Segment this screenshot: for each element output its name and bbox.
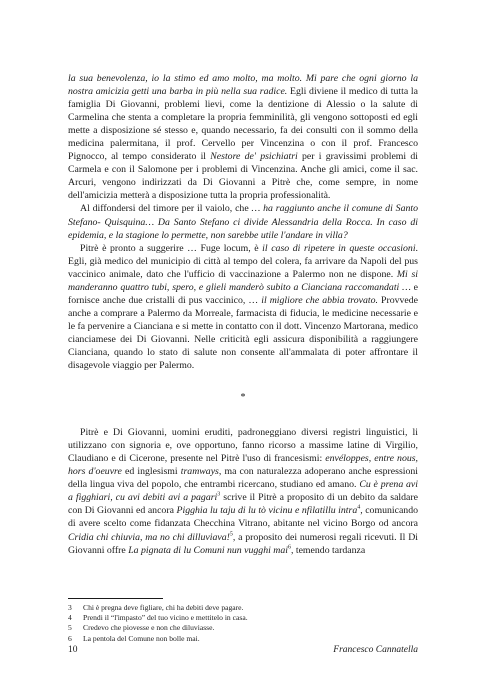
- quote-text: envéloppes, entre nous, hors d'oeuvre: [68, 453, 419, 478]
- quote-text: Cu è prena avi a figghiari, cu avi debiti avi a pagari: [68, 479, 419, 504]
- text-run: , comunicando di avere scelto come fidanzata Checchina Vitrano, abitante nel vicino Borgo od ancora: [68, 505, 418, 530]
- quote-text: tramways: [180, 466, 219, 478]
- footnote-number: 4: [68, 613, 72, 623]
- footnote: [68, 603, 418, 613]
- footnote-number: 5: [68, 623, 72, 633]
- text-run: per i gravissimi problemi di Carmela e con il Salomone per i problemi di Vincenzina. Anche gli amici, come il sac. Arcuri, vengono indirizzati da Di Giovanni a Pitrè che, come sempre, in nome dell'amicizia metterà a disposizione tutta la propria professionalità.: [68, 151, 418, 202]
- text-run: , a proposito dei numerosi regali ricevuti. Il Di Giovanni offre: [68, 531, 418, 556]
- page-number: 10: [68, 645, 78, 655]
- text-run: Provvede anche a comprare a Palermo da Morreale, farmacista di fiducia, le medicine necessarie e le fa pervenire a Cianciana e si mette in contatto con il dott. Vincenzo Martorana, medico cianciamese dei Di Giovanni. Nelle criticità egli assicura disponibilità a raggiungere Cianciana, quando lo stato di salute non consente all'ammalata di poter affrontare il disagevole viaggio per Palermo.: [68, 294, 419, 372]
- footnote-ref[interactable]: 3: [217, 492, 221, 499]
- footnote-number: 3: [68, 603, 72, 612]
- footnote-number: 6: [68, 633, 72, 643]
- footnote-ref[interactable]: 6: [287, 544, 291, 551]
- paragraph-2: [68, 202, 418, 241]
- quote-text: Pigghia lu taju di lu tò vicinu e nfilatillu intra: [176, 505, 358, 517]
- quote-text: il caso di ripetere in queste occasioni: [262, 242, 416, 254]
- running-footer-author: Francesco Cannatella: [333, 645, 418, 655]
- section-separator: *: [240, 392, 246, 404]
- footnote-ref[interactable]: 5: [229, 531, 233, 538]
- footnote-divider: [68, 598, 163, 599]
- text-run: Egli diviene il medico di tutta la famiglia Di Giovanni, problemi lievi, come la dentizione di Alessio o la salute di Carmelina che stenta a completare la propria femminilità, gli vengono sottoposti ed egli mette a disposizione sé stesso e, quando necessario, fa dei consulti con il sommo della medicina palermitana, il prof. Cervello per Vincenzina o con il prof. Francesco Pignocco, al tempo considerato il: [68, 86, 418, 163]
- quote-text: Nestore de' psichiatri: [210, 151, 298, 163]
- quote-text: Mi si manderanno quattro tubi, spero, e glieli manderò subito a Cianciana raccomandati …: [68, 268, 418, 293]
- body-text: [68, 72, 418, 557]
- footnote: [68, 613, 418, 623]
- footnote: [68, 634, 418, 644]
- text-run: , temendo tardanza: [290, 544, 366, 556]
- footnote-text: Credevo che piovesse e non che diluviasse.: [83, 623, 215, 633]
- text-run: . Egli, già medico del municipio di città al tempo del colera, fa arrivare da Napoli del pus vaccinico animale, dato che l'ufficio di vaccinazione a Palermo non ne dispone.: [68, 242, 418, 280]
- quote-text: il migliore che abbia trovato.: [261, 294, 378, 306]
- quote-text: … ha raggiunto anche il comune di Santo Stefano- Quisquina… Da Santo Stefano ci divide Alessandria della Rocca. In caso di epidemia, e la stagione lo permette, non sarebbe utile l'andare in villa?: [68, 203, 418, 241]
- text-run: scrive il Pitrè a proposito di un debito da saldare con Di Giovanni ed ancora: [68, 492, 418, 517]
- text-run: , ma con naturalezza adoperano anche espressioni della lingua viva del popolo, che entrambi ricercano, studiano ed amano.: [68, 466, 419, 491]
- quote-text: la sua benevolenza, io la stimo ed amo molto, ma molto. Mi pare che ogni giorno la nostra amicizia getti una barba in più nella sua radice.: [68, 73, 418, 98]
- text-run: e fornisce anche due cristalli di pus vaccinico, …: [68, 281, 418, 306]
- footnote-ref[interactable]: 4: [357, 505, 361, 512]
- footnote-text: Prendi il “l'impasto” del tuo vicino e mettitelo in casa.: [83, 613, 248, 623]
- paragraph-4: [68, 426, 418, 556]
- footnote-text: La pentola del Comune non bolle mai.: [83, 633, 200, 643]
- quote-text: La pignata di lu Comuni nun vugghi mai: [128, 544, 288, 556]
- footnotes: [68, 603, 418, 644]
- footnote-text: Chi è pregna deve figliare, chi ha debiti deve pagare.: [83, 603, 244, 612]
- text-run: ed inglesismi: [121, 466, 181, 478]
- footnote: [68, 623, 418, 633]
- text-run: Pitrè e Di Giovanni, uomini eruditi, padroneggiano diversi registri linguistici, li utilizzano con signoria e, ove opportuno, fanno ricorso a massime latine di Virgilio, Claudiano e di Cicerone, presente nel Pitrè l'uso di francesismi:: [68, 427, 418, 465]
- text-run: Al diffondersi del timore per il vaiolo, che: [80, 203, 252, 215]
- paragraph-3: [68, 242, 418, 372]
- paragraph-1: [68, 72, 418, 202]
- quote-text: Cridia chi chiuvia, ma no chi dilluviava!: [68, 531, 230, 543]
- text-run: Pitrè è pronto a suggerire … Fuge locum, è: [80, 242, 263, 254]
